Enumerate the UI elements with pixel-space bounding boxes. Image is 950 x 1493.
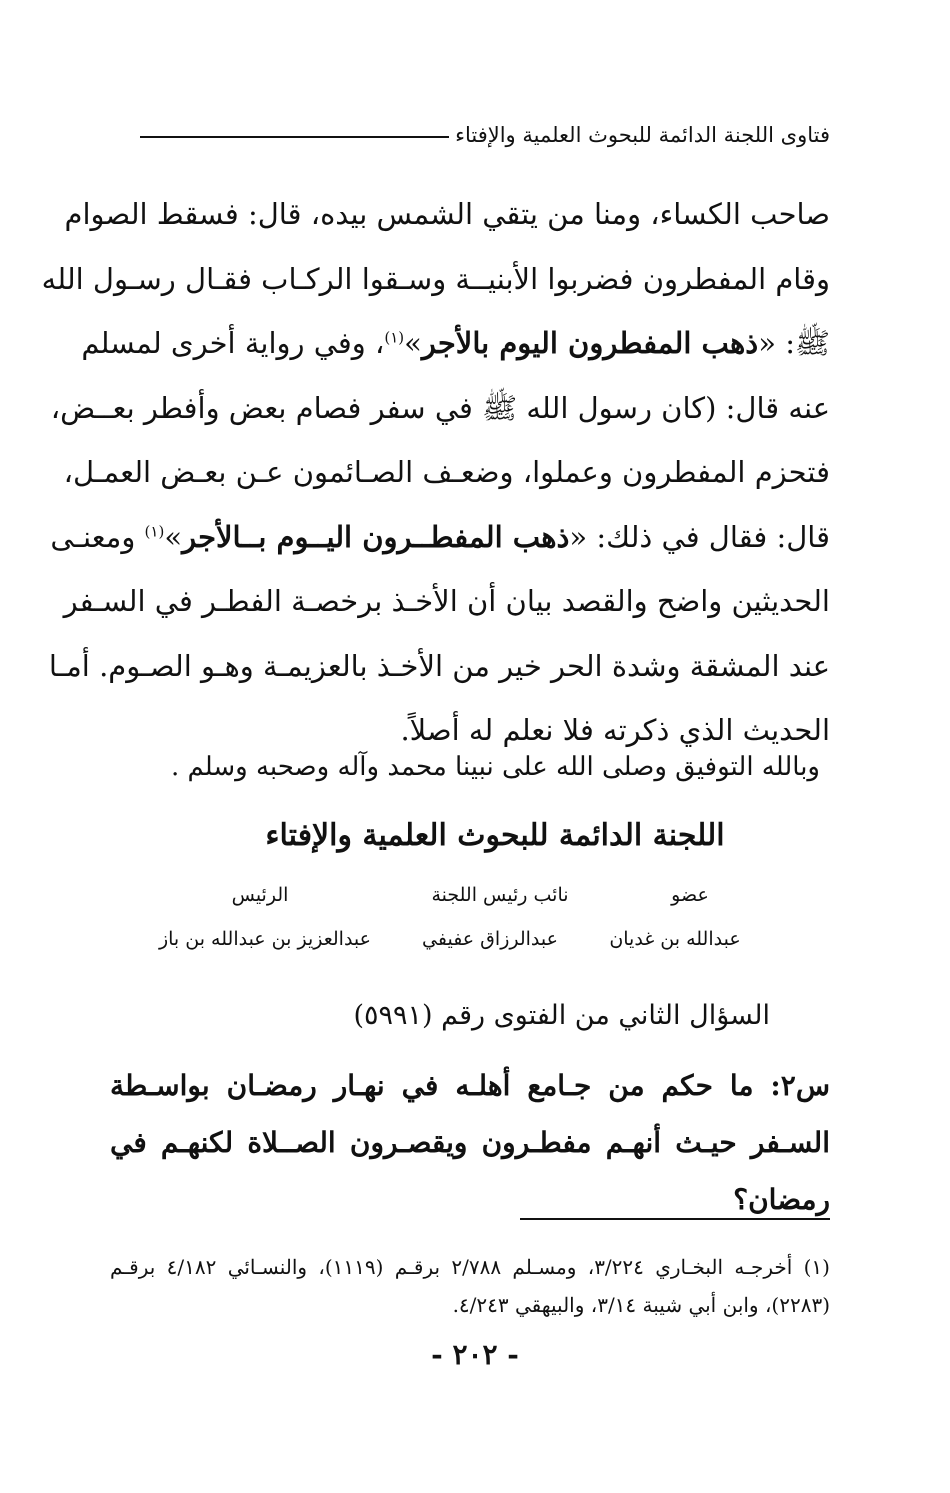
text-segment: ، وفي رواية أخرى لمسلم: [81, 326, 385, 360]
header-rule: [140, 136, 449, 138]
question-reference: السؤال الثاني من الفتوى رقم (٥٩٩١): [353, 1000, 770, 1031]
closing-formula: وبالله التوفيق وصلى الله على نبينا محمد وآله وصحبه وسلم .: [170, 752, 820, 782]
text-line: صاحب الكساء، ومنا من يتقي الشمس بيده، قال: فسقط الصوام: [64, 197, 830, 231]
footnote-ref: (١): [144, 521, 165, 540]
footnote-ref: (١): [384, 328, 405, 347]
footnotes: [110, 1248, 830, 1324]
text-segment: قال: فقال في ذلك: «: [569, 519, 830, 554]
role-member: عضو: [671, 884, 709, 906]
name-deputy-chairman: عبدالرزاق عفيفي: [422, 928, 558, 950]
text-line: [50, 505, 830, 570]
question-line: س٢: ما حكم من جـامع أهلـه في نهـار رمضـان بواسـطة: [110, 1069, 830, 1102]
text-line: [81, 311, 830, 376]
text-line: الحديثين واضح والقصد بيان أن الأخـذ برخصـة الفطـر في السـفر: [63, 584, 830, 618]
page-number: - ٢٠٢ -: [431, 1338, 519, 1371]
hadith-quote: ذهب المفطــرون اليــوم بــالأجر: [182, 519, 570, 554]
signatory-names: [150, 928, 750, 950]
hadith-quote: ذهب المفطرون اليوم بالأجر: [421, 326, 759, 360]
text-segment: ﷺ: «: [758, 326, 830, 360]
role-deputy-chairman: نائب رئيس اللجنة: [431, 884, 569, 906]
footnote-separator: [520, 1218, 830, 1220]
text-line: فتحزم المفطرون وعملوا، وضعـف الصـائمون عـن بعـض العمـل،: [63, 455, 830, 489]
question-line: رمضان؟: [733, 1183, 830, 1216]
footnote-line: (٢٢٨٣)، وابن أبي شيبة ٣/١٤، والبيهقي ٤/٢٤٣.: [452, 1293, 830, 1317]
text-segment: ومعنـى: [50, 519, 145, 554]
name-member: عبدالله بن غديان: [609, 928, 741, 950]
running-header: [140, 118, 830, 152]
committee-title: اللجنة الدائمة للبحوث العلمية والإفتاء: [265, 818, 725, 853]
role-chairman: الرئيس: [231, 884, 289, 906]
text-line: وقام المفطرون فضربوا الأبنيــة وسـقوا الركـاب فقـال رسـول الله: [41, 261, 830, 296]
text-line: عند المشقة وشدة الحر خير من الأخـذ بالعزيمـة وهـو الصـوم. أمـا: [48, 648, 830, 683]
text-line: الحديث الذي ذكرته فلا نعلم له أصلاً.: [400, 713, 830, 747]
footnote-line: (١) أخرجـه البخـاري ٣/٢٢٤، ومسـلم ٢/٧٨٨ برقـم (١١١٩)، والنسـائي ٤/١٨٢ برقـم: [110, 1255, 830, 1279]
header-title: فتاوى اللجنة الدائمة للبحوث العلمية والإفتاء: [455, 123, 830, 147]
question-line: السـفر حيـث أنهـم مفطـرون ويقصـرون الصــلاة لكنهـم في: [110, 1126, 830, 1159]
fatwa-answer-text: [41, 182, 830, 763]
question-text: [110, 1057, 830, 1228]
signatory-roles: [150, 884, 750, 906]
text-line: عنه قال: (كان رسول الله ﷺ في سفر فصام بعض وأفطر بعــض،: [50, 390, 830, 425]
text-segment: »: [404, 326, 422, 360]
name-chairman: عبدالعزيز بن عبدالله بن باز: [158, 928, 372, 950]
text-segment: »: [164, 519, 183, 554]
